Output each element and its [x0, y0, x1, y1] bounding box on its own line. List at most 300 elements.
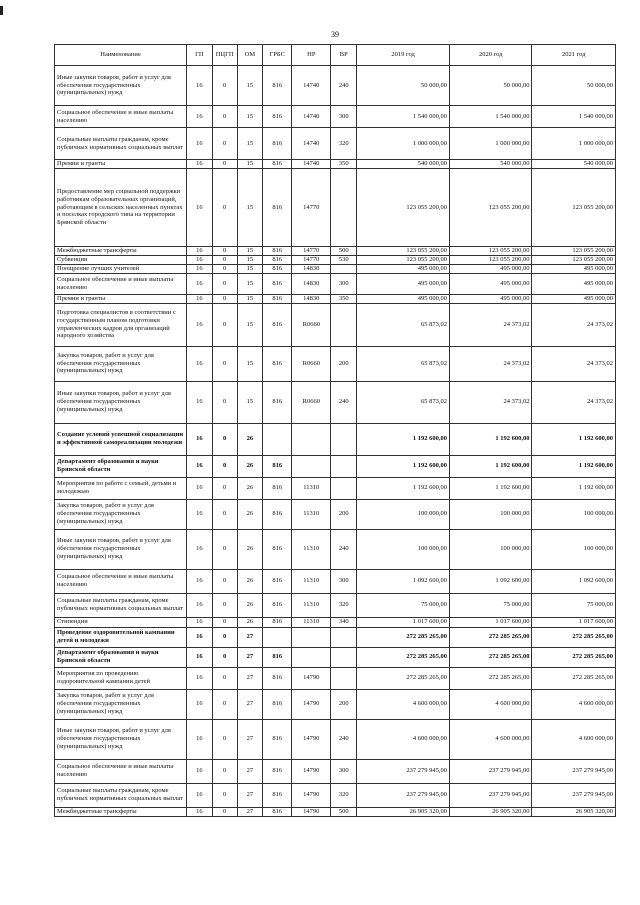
cell-2021: 4 600 000,00	[532, 689, 616, 719]
cell-grbs: 816	[263, 569, 292, 593]
col-header-nr: НР	[292, 45, 331, 66]
cell-pgp: 0	[212, 593, 237, 617]
col-header-2019: 2019 год	[357, 45, 450, 66]
cell-name: Проведение оздоровительной кампании детей и молодежи	[55, 627, 187, 647]
cell-2019: 75 000,00	[357, 593, 450, 617]
cell-grbs: 816	[263, 499, 292, 529]
cell-name: Социальные выплаты гражданам, кроме публичных нормативных социальных выплат	[55, 128, 187, 160]
cell-grbs: 816	[263, 593, 292, 617]
cell-om: 15	[237, 255, 263, 264]
cell-2019: 123 055 200,00	[357, 255, 450, 264]
cell-name: Иные закупки товаров, работ и услуг для обеспечения государственных (муниципальных) нужд	[55, 719, 187, 759]
cell-pgp: 0	[212, 647, 237, 667]
cell-pgp: 0	[212, 627, 237, 647]
cell-vr: 240	[331, 719, 357, 759]
cell-2021: 540 000,00	[532, 160, 616, 169]
cell-vr	[331, 455, 357, 477]
table-row	[55, 255, 616, 264]
cell-gp: 16	[187, 719, 213, 759]
cell-vr: 240	[331, 529, 357, 569]
cell-2019: 4 600 000,00	[357, 689, 450, 719]
cell-name: Межбюджетные трансферты	[55, 247, 187, 256]
table-row	[55, 499, 616, 529]
cell-gp: 16	[187, 455, 213, 477]
cell-name: Департамент образования и науки Брянской области	[55, 647, 187, 667]
cell-om: 26	[237, 477, 263, 499]
table-row	[55, 106, 616, 128]
cell-2020: 237 279 945,00	[449, 759, 532, 783]
cell-nr: 14770	[292, 247, 331, 256]
cell-pgp: 0	[212, 477, 237, 499]
cell-om: 27	[237, 627, 263, 647]
col-header-2020: 2020 год	[449, 45, 532, 66]
page-number: 39	[331, 30, 339, 39]
cell-vr	[331, 303, 357, 346]
cell-nr: 14830	[292, 264, 331, 273]
cell-gp: 16	[187, 381, 213, 423]
cell-nr: 14740	[292, 160, 331, 169]
table-row	[55, 381, 616, 423]
cell-2020: 50 000,00	[449, 66, 532, 106]
cell-2021: 26 905 320,00	[532, 807, 616, 816]
cell-2019: 4 600 000,00	[357, 719, 450, 759]
cell-pgp: 0	[212, 169, 237, 247]
cell-om: 15	[237, 303, 263, 346]
cell-2021: 1 540 000,00	[532, 106, 616, 128]
cell-2020: 272 285 265,00	[449, 667, 532, 689]
cell-2020: 272 285 265,00	[449, 647, 532, 667]
cell-gp: 16	[187, 160, 213, 169]
col-header-pgp: ПЦГП	[212, 45, 237, 66]
table-row	[55, 128, 616, 160]
cell-2019: 1 192 600,00	[357, 423, 450, 455]
cell-2019: 495 000,00	[357, 273, 450, 294]
cell-grbs: 816	[263, 529, 292, 569]
cell-om: 15	[237, 346, 263, 381]
cell-pgp: 0	[212, 667, 237, 689]
cell-vr: 200	[331, 499, 357, 529]
budget-table	[54, 44, 616, 817]
cell-2019: 272 285 265,00	[357, 647, 450, 667]
cell-nr: 14790	[292, 719, 331, 759]
cell-2019: 1 092 600,00	[357, 569, 450, 593]
cell-name: Мероприятия по проведению оздоровительной кампании детей	[55, 667, 187, 689]
cell-name: Предоставление мер социальной поддержки работникам образовательных организаций, работающим в сельских населенных пунктах и поселках городского типа на территории Брянской области	[55, 169, 187, 247]
cell-vr: 300	[331, 569, 357, 593]
cell-grbs: 816	[263, 477, 292, 499]
cell-2020: 1 192 600,00	[449, 455, 532, 477]
cell-grbs: 816	[263, 689, 292, 719]
cell-pgp: 0	[212, 569, 237, 593]
cell-grbs: 816	[263, 381, 292, 423]
cell-nr: 14830	[292, 273, 331, 294]
col-header-vr: ВР	[331, 45, 357, 66]
cell-2020: 495 000,00	[449, 273, 532, 294]
cell-2021: 123 055 200,00	[532, 255, 616, 264]
table-row	[55, 719, 616, 759]
table-row	[55, 807, 616, 816]
cell-2020: 1 092 600,00	[449, 569, 532, 593]
cell-2019: 495 000,00	[357, 294, 450, 303]
cell-2021: 1 192 600,00	[532, 423, 616, 455]
cell-pgp: 0	[212, 499, 237, 529]
cell-2020: 272 285 265,00	[449, 627, 532, 647]
cell-2019: 1 192 600,00	[357, 477, 450, 499]
cell-name: Иные закупки товаров, работ и услуг для обеспечения государственных (муниципальных) нужд	[55, 381, 187, 423]
cell-om: 15	[237, 66, 263, 106]
cell-om: 27	[237, 647, 263, 667]
cell-2019: 540 000,00	[357, 160, 450, 169]
cell-grbs: 816	[263, 455, 292, 477]
cell-grbs: 816	[263, 169, 292, 247]
cell-nr: R0660	[292, 346, 331, 381]
col-header-2021: 2021 год	[532, 45, 616, 66]
cell-pgp: 0	[212, 303, 237, 346]
cell-2021: 272 285 265,00	[532, 647, 616, 667]
table-row	[55, 617, 616, 627]
cell-om: 15	[237, 128, 263, 160]
cell-pgp: 0	[212, 255, 237, 264]
cell-grbs: 816	[263, 255, 292, 264]
cell-om: 26	[237, 593, 263, 617]
cell-vr	[331, 169, 357, 247]
cell-vr: 200	[331, 346, 357, 381]
cell-2020: 75 000,00	[449, 593, 532, 617]
col-header-gp: ГП	[187, 45, 213, 66]
cell-nr: 11310	[292, 499, 331, 529]
cell-vr: 300	[331, 273, 357, 294]
cell-gp: 16	[187, 106, 213, 128]
cell-2020: 26 905 320,00	[449, 807, 532, 816]
cell-2019: 495 000,00	[357, 264, 450, 273]
cell-om: 15	[237, 160, 263, 169]
cell-om: 27	[237, 807, 263, 816]
cell-pgp: 0	[212, 346, 237, 381]
cell-nr: 11310	[292, 477, 331, 499]
cell-2021: 1 017 600,00	[532, 617, 616, 627]
cell-om: 27	[237, 759, 263, 783]
table-row	[55, 569, 616, 593]
cell-grbs	[263, 423, 292, 455]
table-row	[55, 759, 616, 783]
cell-om: 27	[237, 783, 263, 807]
cell-2020: 4 600 000,00	[449, 719, 532, 759]
cell-name: Департамент образования и науки Брянской области	[55, 455, 187, 477]
cell-vr	[331, 627, 357, 647]
cell-nr: R0660	[292, 381, 331, 423]
cell-name: Премии и гранты	[55, 160, 187, 169]
cell-om: 26	[237, 423, 263, 455]
cell-2021: 1 000 000,00	[532, 128, 616, 160]
cell-gp: 16	[187, 593, 213, 617]
header-row	[55, 45, 616, 66]
table-row	[55, 667, 616, 689]
cell-gp: 16	[187, 759, 213, 783]
cell-gp: 16	[187, 169, 213, 247]
cell-gp: 16	[187, 647, 213, 667]
cell-2020: 495 000,00	[449, 294, 532, 303]
cell-nr: 14790	[292, 783, 331, 807]
cell-name: Поощрение лучших учителей	[55, 264, 187, 273]
cell-grbs: 816	[263, 264, 292, 273]
col-header-om: ОМ	[237, 45, 263, 66]
cell-vr	[331, 423, 357, 455]
cell-grbs: 816	[263, 783, 292, 807]
cell-name: Социальные выплаты гражданам, кроме публичных нормативных социальных выплат	[55, 593, 187, 617]
cell-name: Социальные выплаты гражданам, кроме публичных нормативных социальных выплат	[55, 783, 187, 807]
cell-2020: 1 017 600,00	[449, 617, 532, 627]
cell-grbs: 816	[263, 106, 292, 128]
cell-gp: 16	[187, 247, 213, 256]
cell-grbs: 816	[263, 807, 292, 816]
cell-2019: 1 017 600,00	[357, 617, 450, 627]
cell-nr: 14770	[292, 255, 331, 264]
table-row	[55, 247, 616, 256]
cell-name: Закупка товаров, работ и услуг для обеспечения государственных (муниципальных) нужд	[55, 499, 187, 529]
cell-gp: 16	[187, 499, 213, 529]
cell-nr: 11310	[292, 569, 331, 593]
table-row	[55, 66, 616, 106]
cell-pgp: 0	[212, 529, 237, 569]
cell-om: 15	[237, 106, 263, 128]
cell-om: 26	[237, 499, 263, 529]
cell-om: 26	[237, 529, 263, 569]
cell-vr	[331, 477, 357, 499]
cell-2020: 1 192 600,00	[449, 423, 532, 455]
cell-nr: 11310	[292, 617, 331, 627]
cell-2020: 1 540 000,00	[449, 106, 532, 128]
cell-name: Мероприятия по работе с семьей, детьми и молодежью	[55, 477, 187, 499]
cell-pgp: 0	[212, 689, 237, 719]
cell-nr: 14770	[292, 169, 331, 247]
cell-2020: 123 055 200,00	[449, 169, 532, 247]
cell-2020: 1 192 600,00	[449, 477, 532, 499]
cell-2021: 1 192 600,00	[532, 477, 616, 499]
cell-gp: 16	[187, 529, 213, 569]
cell-2019: 237 279 945,00	[357, 783, 450, 807]
cell-2020: 1 000 000,00	[449, 128, 532, 160]
cell-name: Иные закупки товаров, работ и услуг для обеспечения государственных (муниципальных) нужд	[55, 529, 187, 569]
cell-vr: 200	[331, 689, 357, 719]
cell-2021: 75 000,00	[532, 593, 616, 617]
cell-nr	[292, 423, 331, 455]
table-row	[55, 160, 616, 169]
cell-2020: 24 373,02	[449, 381, 532, 423]
cell-vr: 240	[331, 66, 357, 106]
cell-name: Создание условий успешной социализации и эффективной самореализации молодежи	[55, 423, 187, 455]
cell-2019: 1 540 000,00	[357, 106, 450, 128]
cell-pgp: 0	[212, 128, 237, 160]
cell-om: 27	[237, 719, 263, 759]
scan-edge-mark	[0, 6, 3, 15]
cell-nr	[292, 455, 331, 477]
cell-2021: 272 285 265,00	[532, 627, 616, 647]
cell-2020: 4 600 000,00	[449, 689, 532, 719]
cell-nr: 14830	[292, 294, 331, 303]
cell-2019: 123 055 200,00	[357, 169, 450, 247]
cell-2021: 1 092 600,00	[532, 569, 616, 593]
table-row	[55, 783, 616, 807]
cell-2020: 123 055 200,00	[449, 247, 532, 256]
cell-2020: 495 000,00	[449, 264, 532, 273]
cell-2019: 26 905 320,00	[357, 807, 450, 816]
cell-2021: 123 055 200,00	[532, 169, 616, 247]
cell-grbs: 816	[263, 647, 292, 667]
cell-gp: 16	[187, 66, 213, 106]
table-row	[55, 647, 616, 667]
cell-gp: 16	[187, 783, 213, 807]
cell-2019: 1 000 000,00	[357, 128, 450, 160]
cell-2021: 4 600 000,00	[532, 719, 616, 759]
table-row	[55, 477, 616, 499]
cell-pgp: 0	[212, 617, 237, 627]
cell-2019: 123 055 200,00	[357, 247, 450, 256]
cell-om: 27	[237, 689, 263, 719]
cell-nr: 11310	[292, 593, 331, 617]
table-row	[55, 455, 616, 477]
cell-2021: 100 000,00	[532, 529, 616, 569]
cell-2021: 24 373,02	[532, 303, 616, 346]
cell-om: 15	[237, 264, 263, 273]
cell-grbs: 816	[263, 303, 292, 346]
cell-2020: 100 000,00	[449, 529, 532, 569]
cell-grbs: 816	[263, 617, 292, 627]
table-row	[55, 529, 616, 569]
cell-2020: 540 000,00	[449, 160, 532, 169]
cell-2021: 237 279 945,00	[532, 759, 616, 783]
cell-om: 27	[237, 667, 263, 689]
cell-gp: 16	[187, 264, 213, 273]
cell-om: 26	[237, 455, 263, 477]
cell-2021: 495 000,00	[532, 294, 616, 303]
cell-vr: 320	[331, 593, 357, 617]
cell-vr: 240	[331, 381, 357, 423]
cell-name: Социальное обеспечение и иные выплаты населению	[55, 759, 187, 783]
table-row	[55, 689, 616, 719]
cell-nr	[292, 647, 331, 667]
cell-2021: 50 000,00	[532, 66, 616, 106]
cell-pgp: 0	[212, 264, 237, 273]
cell-vr: 500	[331, 807, 357, 816]
cell-name: Субвенции	[55, 255, 187, 264]
cell-2020: 123 055 200,00	[449, 255, 532, 264]
cell-vr: 530	[331, 255, 357, 264]
cell-vr: 350	[331, 294, 357, 303]
cell-vr: 320	[331, 783, 357, 807]
cell-pgp: 0	[212, 273, 237, 294]
cell-grbs	[263, 627, 292, 647]
cell-gp: 16	[187, 423, 213, 455]
table-row	[55, 627, 616, 647]
cell-gp: 16	[187, 255, 213, 264]
table-row	[55, 294, 616, 303]
cell-gp: 16	[187, 807, 213, 816]
cell-grbs: 816	[263, 667, 292, 689]
cell-grbs: 816	[263, 719, 292, 759]
table-row	[55, 273, 616, 294]
cell-nr: 14790	[292, 807, 331, 816]
cell-2021: 272 285 265,00	[532, 667, 616, 689]
cell-name: Подготовка специалистов в соответствии с государственным планом подготовки управленческих кадров для организаций народного хозяйства	[55, 303, 187, 346]
cell-pgp: 0	[212, 719, 237, 759]
cell-pgp: 0	[212, 423, 237, 455]
cell-vr	[331, 647, 357, 667]
cell-gp: 16	[187, 128, 213, 160]
cell-2021: 1 192 600,00	[532, 455, 616, 477]
cell-2021: 24 373,02	[532, 381, 616, 423]
cell-om: 15	[237, 169, 263, 247]
cell-nr: 14740	[292, 106, 331, 128]
cell-grbs: 816	[263, 273, 292, 294]
cell-gp: 16	[187, 569, 213, 593]
cell-vr: 500	[331, 247, 357, 256]
cell-grbs: 816	[263, 66, 292, 106]
cell-grbs: 816	[263, 247, 292, 256]
table-row	[55, 303, 616, 346]
cell-om: 15	[237, 273, 263, 294]
cell-pgp: 0	[212, 294, 237, 303]
cell-name: Стипендии	[55, 617, 187, 627]
cell-gp: 16	[187, 346, 213, 381]
cell-nr: 14790	[292, 689, 331, 719]
cell-grbs: 816	[263, 346, 292, 381]
cell-nr: 14790	[292, 667, 331, 689]
cell-nr: 14740	[292, 128, 331, 160]
cell-gp: 16	[187, 477, 213, 499]
cell-2019: 50 000,00	[357, 66, 450, 106]
cell-2019: 65 873,02	[357, 303, 450, 346]
cell-grbs: 816	[263, 128, 292, 160]
cell-gp: 16	[187, 627, 213, 647]
cell-2021: 237 279 945,00	[532, 783, 616, 807]
cell-name: Премии и гранты	[55, 294, 187, 303]
table-row	[55, 169, 616, 247]
cell-grbs: 816	[263, 294, 292, 303]
cell-2019: 272 285 265,00	[357, 627, 450, 647]
cell-name: Социальное обеспечение и иные выплаты населению	[55, 273, 187, 294]
cell-nr: 14790	[292, 759, 331, 783]
cell-pgp: 0	[212, 759, 237, 783]
cell-2019: 65 873,02	[357, 346, 450, 381]
cell-2020: 100 000,00	[449, 499, 532, 529]
cell-name: Социальное обеспечение и иные выплаты населению	[55, 106, 187, 128]
cell-om: 15	[237, 247, 263, 256]
cell-vr	[331, 667, 357, 689]
cell-pgp: 0	[212, 66, 237, 106]
cell-gp: 16	[187, 667, 213, 689]
table-row	[55, 423, 616, 455]
cell-name: Социальное обеспечение и иные выплаты населению	[55, 569, 187, 593]
cell-gp: 16	[187, 303, 213, 346]
cell-om: 26	[237, 569, 263, 593]
cell-2019: 65 873,02	[357, 381, 450, 423]
col-header-grbs: ГРБС	[263, 45, 292, 66]
cell-pgp: 0	[212, 247, 237, 256]
cell-gp: 16	[187, 273, 213, 294]
cell-2019: 100 000,00	[357, 529, 450, 569]
cell-2019: 237 279 945,00	[357, 759, 450, 783]
cell-2021: 24 373,02	[532, 346, 616, 381]
cell-2021: 495 000,00	[532, 273, 616, 294]
cell-2019: 272 285 265,00	[357, 667, 450, 689]
cell-gp: 16	[187, 689, 213, 719]
cell-name: Закупка товаров, работ и услуг для обеспечения государственных (муниципальных) нужд	[55, 689, 187, 719]
cell-pgp: 0	[212, 455, 237, 477]
table-row	[55, 593, 616, 617]
cell-vr: 320	[331, 128, 357, 160]
cell-pgp: 0	[212, 106, 237, 128]
cell-name: Иные закупки товаров, работ и услуг для обеспечения государственных (муниципальных) нужд	[55, 66, 187, 106]
